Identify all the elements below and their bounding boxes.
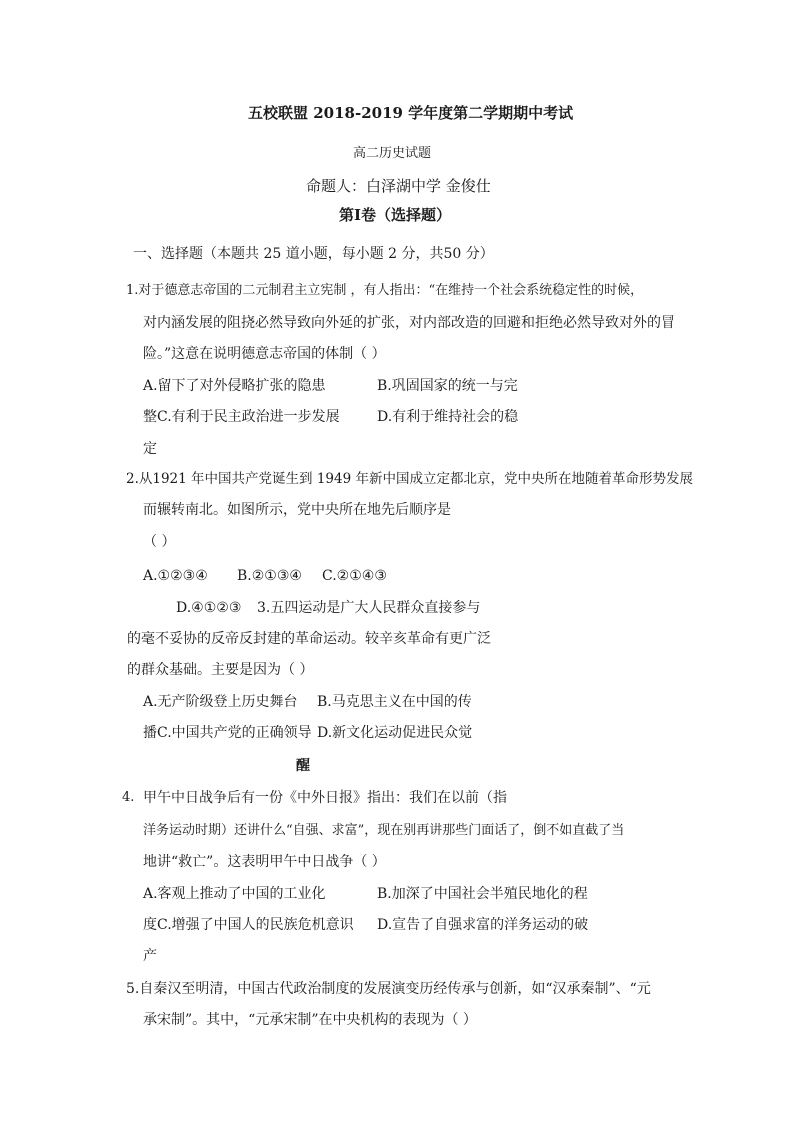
question-text: 定 bbox=[143, 441, 157, 457]
option-c: C.②①④③ bbox=[322, 568, 387, 584]
option-d: D.新文化运动促进民众觉 bbox=[317, 725, 473, 741]
question-text: 1.对于德意志帝国的二元制君主立宪制 ，有人指出：“在维持一个社会系统稳定性的时候， bbox=[126, 283, 644, 298]
question-text: 承宋制”。其中，“元承宋制”在中央机构的表现为（ ） bbox=[143, 1012, 477, 1028]
question-text: 的毫不妥协的反帝反封建的革命运动。较辛亥革命有更广泛 bbox=[127, 631, 491, 647]
option-b: B.马克思主义在中国的传 bbox=[317, 694, 472, 710]
option-c: 整C.有利于民主政治进一步发展 bbox=[143, 409, 340, 425]
option-a: A.留下了对外侵略扩张的隐患 bbox=[143, 378, 326, 394]
question-text: 甲午中日战争后有一份《中外日报》指出：我们在以前（指 bbox=[143, 790, 507, 806]
question-text: 对内涵发展的阻挠必然导致向外延的扩张，对内部改造的回避和拒绝必然导致对外的冒 bbox=[143, 315, 675, 331]
option-c: 度C.增强了中国人的民族危机意识 bbox=[143, 917, 354, 933]
exam-author: 命题人：白泽湖中学 金俊仕 bbox=[306, 177, 491, 195]
question-text: 洋务运动时期）还讲什么“自强、求富”，现在别再讲那些门面话了，倒不如直截了当 bbox=[143, 823, 625, 838]
question-text: 产 bbox=[143, 948, 157, 964]
exam-title: 五校联盟 2018-2019 学年度第二学期期中考试 bbox=[248, 104, 574, 122]
question-text: 3.五四运动是广大人民群众直接参与 bbox=[257, 600, 481, 616]
option-a: A.无产阶级登上历史舞台 bbox=[143, 694, 298, 710]
exam-subtitle: 高二历史试题 bbox=[353, 146, 432, 161]
option-c: 播C.中国共产党的正确领导 bbox=[143, 725, 312, 741]
question-text: 的群众基础。主要是因为（ ） bbox=[127, 662, 314, 678]
question-text: 险。”这意在说明德意志帝国的体制（ ） bbox=[143, 346, 386, 362]
section-heading: 一、选择题（本题共 25 道小题，每小题 2 分，共50 分） bbox=[133, 246, 494, 262]
question-text: （ ） bbox=[143, 534, 176, 550]
question-number: 4. bbox=[122, 790, 135, 805]
option-b: B.巩固国家的统一与完 bbox=[377, 378, 518, 394]
option-a: A.客观上推动了中国的工业化 bbox=[143, 886, 326, 902]
question-text: 2.从1921 年中国共产党诞生到 1949 年新中国成立定都北京，党中央所在地随着革命形势发展 bbox=[126, 471, 693, 487]
option-b: B.加深了中国社会半殖民地化的程 bbox=[377, 886, 588, 902]
option-d: D.④①②③ bbox=[176, 600, 242, 616]
question-text: 而辗转南北。如图所示，党中央所在地先后顺序是 bbox=[143, 502, 451, 518]
option-d: D.有利于维持社会的稳 bbox=[377, 409, 519, 425]
option-a: A.①②③④ bbox=[143, 568, 208, 584]
question-text: 5.自秦汉至明清，中国古代政治制度的发展演变历经传承与创新，如“汉承秦制”、“元 bbox=[126, 981, 651, 997]
question-text: 醒 bbox=[296, 758, 310, 774]
volume-heading: 第Ⅰ卷（选择题） bbox=[339, 206, 452, 224]
question-text: 地讲“救亡”。这表明甲午中日战争（ ） bbox=[143, 854, 386, 870]
option-b: B.②①③④ bbox=[237, 568, 302, 584]
option-d: D.宣告了自强求富的洋务运动的破 bbox=[377, 917, 589, 933]
